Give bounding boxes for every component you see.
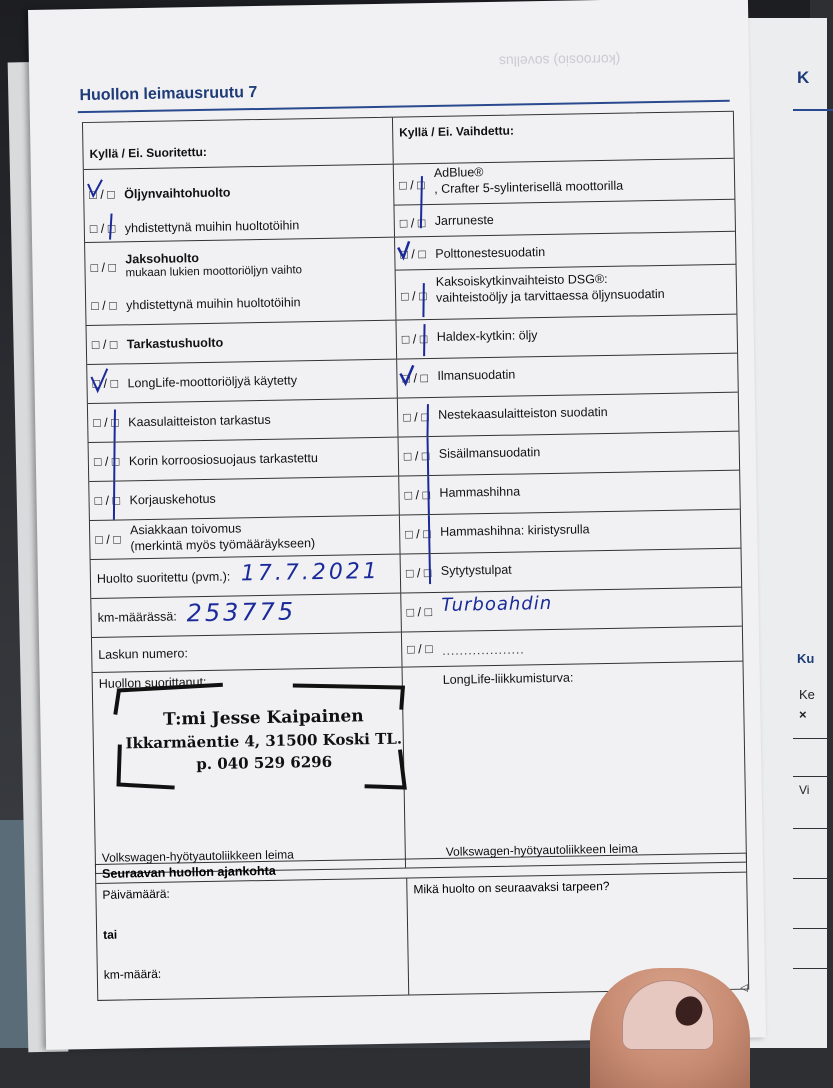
next-page-vi: Vi <box>799 783 810 797</box>
page-title: Huollon leimausruutu 7 <box>79 84 258 105</box>
handwritten-check-mark <box>84 169 145 242</box>
handwritten-dash-line <box>394 164 455 237</box>
item-lpg-filter: Nestekaasulaitteiston suodatin <box>438 404 608 422</box>
checkbox-pair[interactable]: □ / □ <box>94 493 121 508</box>
km-value[interactable]: 253775 <box>186 597 297 628</box>
service-stamp-form <box>82 111 747 874</box>
left-cell <box>85 238 396 325</box>
invoice-label: Laskun numero: <box>98 646 189 662</box>
next-service-heading: Seuraavan huollon ajankohta <box>96 854 746 884</box>
stamp-row <box>93 662 746 873</box>
workshop-stamp <box>113 680 405 795</box>
checkbox-pair[interactable]: □ / □ <box>400 247 426 262</box>
item-adblue-sub: , Crafter 5-sylinterisellä moottorilla <box>434 178 624 196</box>
next-page-line <box>793 776 833 777</box>
left-cell <box>89 477 400 520</box>
item-corrosion-check: Korin korroosiosuojaus tarkastettu <box>128 451 318 469</box>
right-cell <box>401 588 742 632</box>
checkbox-pair[interactable]: □ / □ <box>93 415 119 430</box>
left-cell <box>88 399 399 442</box>
checkbox-pair[interactable]: □ / □ <box>399 216 426 231</box>
next-page-x: × <box>799 707 807 722</box>
page-corner-triangle-icon: ◁ <box>740 982 748 994</box>
bleed-through-text: (korroosio) sovellus <box>498 51 621 70</box>
stamp-phone: p. 040 529 6296 <box>196 752 333 774</box>
left-cell <box>84 165 395 242</box>
handwritten-dash-line <box>398 398 459 437</box>
next-page-k: Ke <box>799 687 815 702</box>
service-date-value[interactable]: 17.7.2021 <box>240 558 381 587</box>
handwritten-dash-line <box>399 476 460 515</box>
right-column-header: Kyllä / Ei. Vaihdettu: <box>399 123 515 140</box>
left-cell <box>87 321 398 364</box>
checkbox-pair[interactable]: □ / □ <box>92 376 119 391</box>
left-column-header: Kyllä / Ei. Suoritettu: <box>89 144 207 161</box>
left-cell <box>91 555 402 598</box>
longlife-label: LongLife-liikkumisturva: <box>442 670 574 687</box>
left-stamp-cell <box>93 668 406 873</box>
item-longlife-oil: LongLife-moottoriöljyä käytetty <box>127 373 298 391</box>
right-cell <box>394 159 735 237</box>
item-oil-change: Öljynvaihtohuolto <box>124 185 231 202</box>
performed-by-label: Huollon suorittanut: <box>98 674 207 691</box>
handwritten-check-mark <box>87 364 118 403</box>
item-inspection: Tarkastushuolto <box>126 335 224 352</box>
next-page-line <box>793 968 833 969</box>
left-header-cell <box>83 118 394 169</box>
item-haldex: Haldex-kytkin: öljy <box>436 328 538 344</box>
handwritten-dash-line <box>399 437 460 476</box>
right-cell <box>399 471 740 515</box>
right-cell <box>399 432 740 476</box>
handwritten-dash-line <box>88 403 149 442</box>
handwritten-dash-line <box>89 442 150 481</box>
service-booklet-page <box>28 0 766 1050</box>
right-cell <box>402 627 743 667</box>
item-timing-belt: Hammashihna <box>439 484 521 500</box>
left-cell <box>91 594 402 637</box>
item-customer-wish-sub: (merkintä myös työmääräykseen) <box>130 536 316 554</box>
stamp-company: T:mi Jesse Kaipainen <box>162 706 364 730</box>
item-combined-1: yhdistettynä muihin huoltotöihin <box>124 218 300 236</box>
item-cabin-filter: Sisäilmansuodatin <box>438 445 541 461</box>
blank-item-line[interactable]: ................... <box>442 642 525 658</box>
checkbox-pair[interactable]: □ / □ <box>401 332 428 347</box>
item-spark-plugs: Sytytystulpat <box>440 562 512 578</box>
right-cell <box>401 549 742 593</box>
or-label: tai <box>103 927 118 942</box>
item-dsg-sub: vaihteistoöljy ja tarvittaessa öljynsuodatin <box>435 286 665 305</box>
next-page-line <box>793 738 833 739</box>
next-page-rule <box>793 109 833 111</box>
right-cell <box>395 232 736 320</box>
handwritten-dash-line <box>395 237 456 320</box>
left-cell <box>90 516 401 559</box>
item-turbocharger[interactable]: Turboahdin <box>441 592 553 616</box>
checkbox-pair[interactable]: □ / □ <box>407 642 433 657</box>
next-service-question: Mikä huolto on seuraavaksi tarpeen? <box>413 878 610 897</box>
next-page-line <box>793 878 833 879</box>
handwritten-dash-line <box>400 515 461 554</box>
left-cell <box>87 360 398 403</box>
right-cell <box>397 354 738 398</box>
right-header-cell <box>393 112 734 164</box>
date-label: Huolto suoritettu (pvm.): <box>96 569 231 586</box>
form-row <box>85 232 736 326</box>
item-customer-wish: Asiakkaan toivomus <box>129 521 242 538</box>
checkbox-pair[interactable]: □ / □ <box>403 410 429 425</box>
left-cell <box>92 633 403 672</box>
item-period-service-sub: mukaan lukien moottoriöljyn vaihto <box>125 264 303 280</box>
item-repair-request: Korjauskehotus <box>129 491 216 508</box>
checkbox-pair[interactable]: □ / □ <box>406 605 433 620</box>
left-cell <box>89 438 400 481</box>
item-gas-inspection: Kaasulaitteiston tarkastus <box>128 412 271 430</box>
next-date-label: Päivämäärä: <box>102 886 170 902</box>
item-belt-tensioner: Hammashihna: kiristysrulla <box>440 522 590 539</box>
next-page-line <box>793 928 833 929</box>
item-period-service: Jaksohuolto <box>125 251 200 267</box>
right-cell <box>400 510 741 554</box>
item-adblue: AdBlue® <box>433 165 484 180</box>
handwritten-dash-line <box>401 554 462 593</box>
next-service-left <box>96 879 409 1000</box>
item-fuel-filter: Polttonestesuodatin <box>435 245 546 261</box>
item-brake-fluid: Jarruneste <box>434 212 494 228</box>
checkbox-pair[interactable]: □ / □ <box>400 289 427 304</box>
next-page-heading: Ku <box>797 651 815 666</box>
checkbox-pair[interactable]: □ / □ <box>404 488 431 503</box>
checkbox-pair[interactable]: □ / □ <box>91 298 117 313</box>
stamp-address: Ikkarmäentie 4, 31500 Koski TL. <box>125 729 403 753</box>
checkbox-pair[interactable]: □ / □ <box>89 221 116 236</box>
next-page-line <box>793 828 833 829</box>
km-label: km-määrässä: <box>97 609 177 625</box>
item-combined-2: yhdistettynä muihin huoltotöihin <box>126 295 301 313</box>
handwritten-check-mark <box>397 359 428 398</box>
item-air-filter: Ilmansuodatin <box>437 367 516 383</box>
stamp-footer-left: Volkswagen-hyötyautoliikkeen leima <box>101 847 295 865</box>
checkbox-pair[interactable]: □ / □ <box>403 449 430 464</box>
checkbox-pair[interactable]: □ / □ <box>91 337 118 352</box>
form-row <box>84 159 735 243</box>
checkbox-pair[interactable]: □ / □ <box>405 566 432 581</box>
handwritten-dash-line <box>396 320 457 359</box>
right-cell <box>396 315 737 359</box>
right-stamp-cell <box>403 662 746 868</box>
next-page-letter: K <box>797 68 810 87</box>
stamp-footer-right: Volkswagen-hyötyautoliikkeen leima <box>445 841 638 859</box>
checkbox-pair[interactable]: □ / □ <box>95 532 121 547</box>
item-dsg: Kaksoiskytkinvaihteisto DSG®: <box>435 271 608 289</box>
checkbox-pair[interactable]: □ / □ <box>405 527 431 542</box>
checkbox-pair[interactable]: □ / □ <box>398 178 425 193</box>
checkbox-pair[interactable]: □ / □ <box>89 187 115 202</box>
checkbox-pair[interactable]: □ / □ <box>402 371 429 386</box>
handwritten-dash-line <box>89 481 150 520</box>
next-km-label: km-määrä: <box>103 966 162 982</box>
right-cell <box>398 393 739 437</box>
checkbox-pair[interactable]: □ / □ <box>90 260 117 275</box>
checkbox-pair[interactable]: □ / □ <box>93 454 120 469</box>
